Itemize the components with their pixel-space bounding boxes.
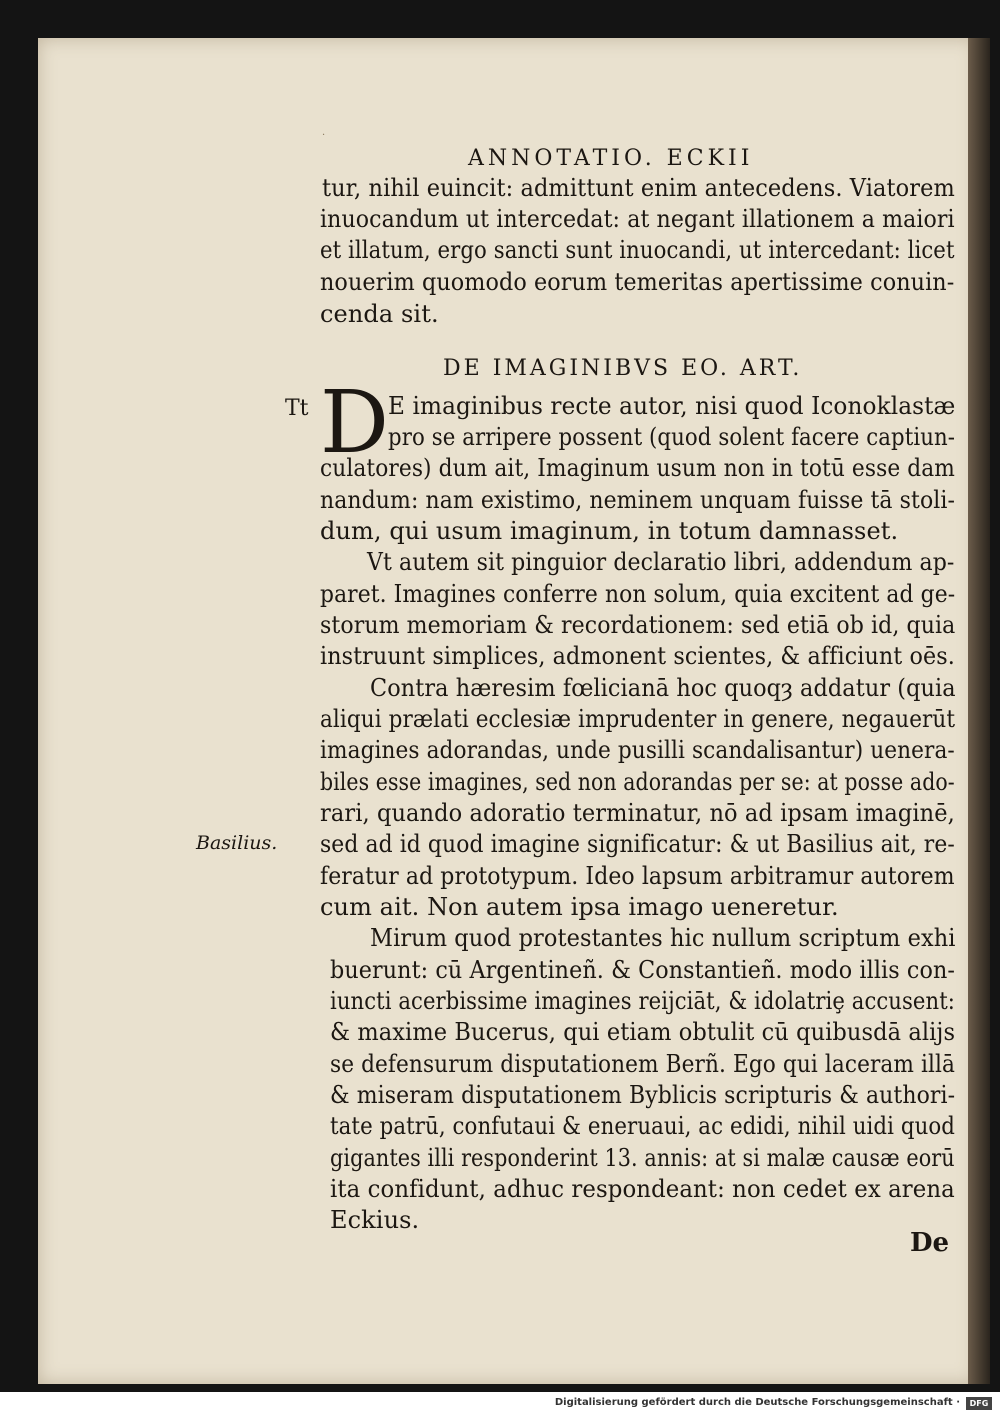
text-line: et illatum, ergo sancti sunt inuocandi, ut intercedant: licet (320, 236, 955, 264)
text-line: imagines adorandas, unde pusilli scandalisantur) uenera- (320, 736, 955, 764)
text-line: biles esse imagines, sed non adorandas per se: at posse ado- (320, 768, 955, 796)
text-line: Mirum quod protestantes hic nullum scriptum exhi (370, 924, 956, 952)
text-line: buerunt: cū Argentineñ. & Constantieñ. modo illis con- (330, 956, 955, 984)
text-line: & maxime Bucerus, qui etiam obtulit cū quibusdā alijs (330, 1018, 956, 1046)
running-head: ANNOTATIO. ECKII (468, 146, 754, 171)
catchword: De (910, 1228, 950, 1258)
text-line: sed ad id quod imagine significatur: & ut Basilius ait, re- (320, 830, 955, 858)
text-line: nouerim quomodo eorum temeritas apertissime conuin- (320, 268, 955, 296)
text-line: cum ait. Non autem ipsa imago ueneretur. (320, 893, 839, 921)
text-line: Eckius. (330, 1206, 420, 1234)
section-heading: DE IMAGINIBVS EO. ART. (443, 356, 803, 381)
footer-bar (0, 1392, 1000, 1416)
text-line: ita confidunt, adhuc respondeant: non cedet ex arena (330, 1175, 955, 1203)
margin-note: Basilius. (196, 832, 278, 854)
text-line: pro se arripere possent (quod solent facere captiun- (388, 423, 956, 451)
text-line: se defensurum disputationem Berñ. Ego qui laceram illā (330, 1050, 956, 1078)
text-line: paret. Imagines conferre non solum, quia excitent ad ge- (320, 580, 956, 608)
gutter-mark: Tt (285, 396, 309, 421)
dfg-logo: DFG (966, 1397, 992, 1410)
text-line: feratur ad prototypum. Ideo lapsum arbitramur autorem (320, 862, 955, 890)
text-line: culatores) dum ait, Imaginum usum non in totū esse dam (320, 454, 955, 482)
text-line: dum, qui usum imaginum, in totum damnasset. (320, 517, 899, 545)
text-line: rari, quando adoratio terminatur, nō ad ipsam imaginē, (320, 799, 955, 827)
text-line: aliqui prælati ecclesiæ imprudenter in genere, negauerūt (320, 705, 956, 733)
text-line: cenda sit. (320, 300, 439, 328)
text-line: E imaginibus recte autor, nisi quod Iconoklastæ (388, 392, 956, 420)
text-line: gigantes illi responderint 13. annis: at si malæ causæ eorū (330, 1144, 955, 1172)
text-line: instruunt simplices, admonent scientes, & afficiunt oēs. (320, 642, 955, 670)
text-line: Vt autem sit pinguior declaratio libri, addendum ap- (367, 548, 955, 576)
text-line: Contra hæresim fœlicianā hoc quoqȝ addatur (quia (370, 674, 956, 702)
text-line: & miseram disputationem Byblicis scripturis & authori- (330, 1081, 956, 1109)
text-line: tate patrū, confutaui & eneruaui, ac edidi, nihil uidi quod (330, 1112, 956, 1140)
footer-credit: Digitalisierung gefördert durch die Deutsche Forschungsgemeinschaft · (554, 1397, 960, 1408)
text-line: iuncti acerbissime imagines reijciāt, & idolatriȩ accusent: (330, 987, 955, 1015)
text-line: storum memoriam & recordationem: sed etiā ob id, quia (320, 611, 956, 639)
signature-mark: · (322, 130, 326, 141)
page-edge-shadow (968, 38, 990, 1384)
text-line: inuocandum ut intercedat: at negant illationem a maiori (320, 205, 955, 233)
text-line: nandum: nam existimo, neminem unquam fuisse tā stoli- (320, 486, 956, 514)
drop-cap: D (320, 373, 389, 473)
text-line: tur, nihil euincit: admittunt enim antecedens. Viatorem (322, 174, 955, 202)
